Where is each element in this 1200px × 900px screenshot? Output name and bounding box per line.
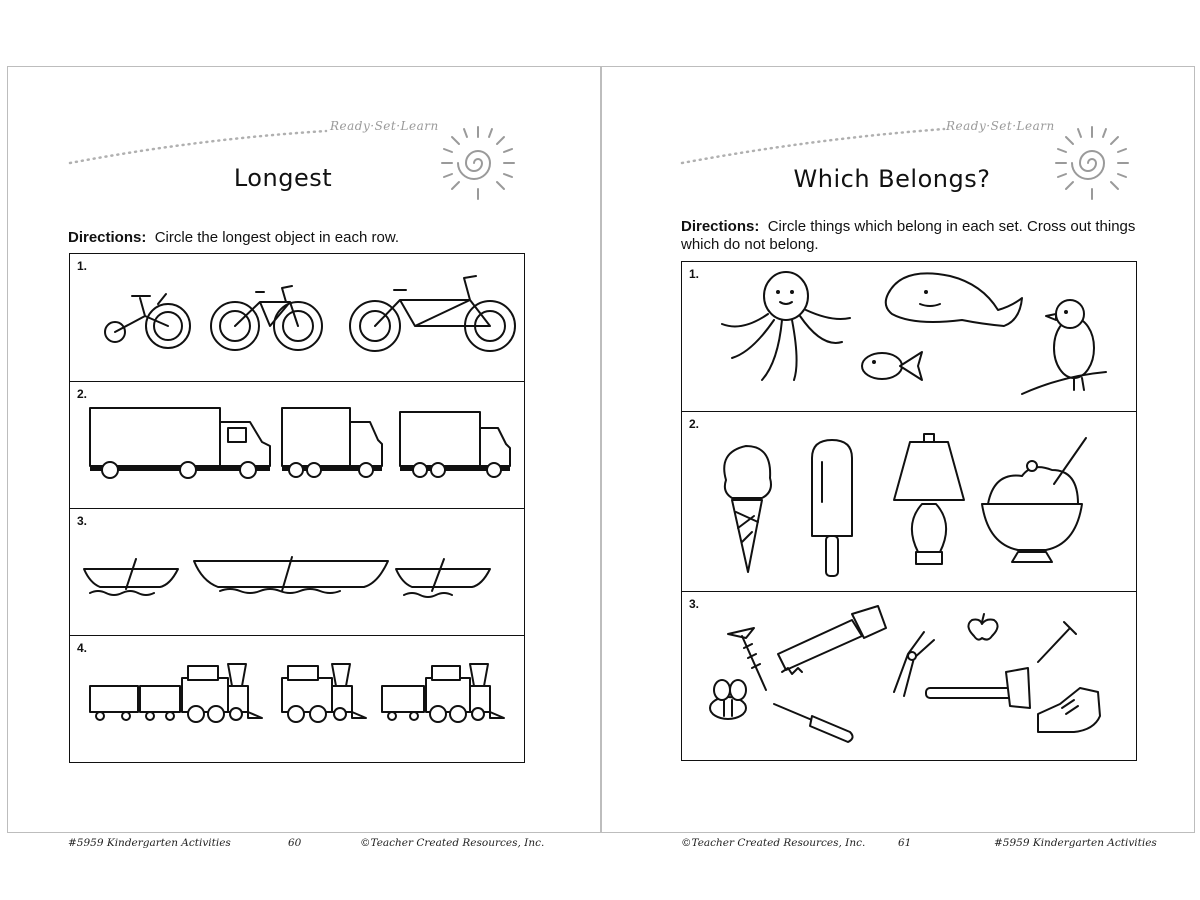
truck-image — [400, 412, 510, 477]
bird-image — [1022, 300, 1106, 394]
exercise-row-2 — [682, 412, 1136, 592]
directions — [68, 229, 399, 247]
directions — [681, 218, 1151, 254]
sundae-image — [982, 438, 1086, 562]
directions-label: Directions: — [68, 229, 147, 246]
footer-publisher: ©Teacher Created Resources, Inc. — [681, 837, 866, 849]
exercise-row-3 — [682, 592, 1136, 759]
row-number: 3. — [77, 514, 88, 528]
footer-page-number: 61 — [898, 837, 912, 849]
brand-logo-text: Ready·Set·Learn — [946, 119, 1055, 133]
row-number: 3. — [689, 597, 700, 611]
directions-label: Directions: — [681, 218, 760, 235]
apple-image — [968, 614, 997, 640]
rowboat-image — [84, 559, 178, 595]
exercise-row-2 — [70, 382, 524, 509]
row-number: 2. — [689, 417, 700, 431]
row-number: 1. — [77, 259, 88, 273]
long-rowboat-image — [194, 557, 388, 593]
long-train-image — [90, 664, 262, 722]
hammer-image — [926, 668, 1030, 708]
short-train-image — [382, 664, 504, 722]
truck-image — [282, 408, 382, 477]
left-page — [7, 66, 601, 849]
right-page — [601, 66, 1195, 849]
row-number: 1. — [689, 267, 700, 281]
fish-image — [862, 352, 922, 380]
nail-image — [1038, 622, 1076, 662]
ice-cream-cone-image — [724, 446, 771, 572]
bee-image — [710, 680, 746, 719]
exercise-row-1 — [70, 254, 524, 382]
tricycle-image — [105, 294, 190, 348]
whale-image — [886, 273, 1022, 326]
directions-text: Circle things which belong in each set. Cross out things which do not belong. — [681, 218, 1136, 253]
brand-logo-text: Ready·Set·Learn — [330, 119, 439, 133]
exercise-grid — [681, 261, 1137, 761]
sneaker-image — [1038, 688, 1100, 732]
octopus-image — [722, 272, 850, 380]
row-number: 4. — [77, 641, 88, 655]
engine-image — [282, 664, 366, 722]
row-number: 2. — [77, 387, 88, 401]
pliers-image — [894, 632, 934, 696]
directions-text: Circle the longest object in each row. — [154, 229, 400, 246]
exercise-grid — [69, 253, 525, 763]
exercise-row-3 — [70, 509, 524, 636]
footer-page-number: 60 — [288, 837, 302, 849]
exercise-row-4 — [70, 636, 524, 762]
screwdriver-image — [774, 704, 853, 742]
exercise-row-1 — [682, 262, 1136, 412]
footer-book: #5959 Kindergarten Activities — [68, 837, 231, 849]
footer-publisher: ©Teacher Created Resources, Inc. — [360, 837, 545, 849]
page-title: Longest — [233, 164, 333, 192]
saw-image — [778, 606, 886, 674]
page-title: Which Belongs? — [793, 165, 991, 193]
bicycle-image — [211, 286, 322, 350]
lamp-image — [894, 434, 964, 564]
long-truck-image — [90, 408, 270, 478]
popsicle-image — [812, 440, 852, 576]
sun-swirl-icon — [438, 123, 518, 203]
long-bicycle-image — [350, 276, 515, 351]
sun-swirl-icon — [1052, 123, 1132, 203]
footer-book: #5959 Kindergarten Activities — [994, 837, 1157, 849]
rowboat-image — [396, 559, 490, 597]
